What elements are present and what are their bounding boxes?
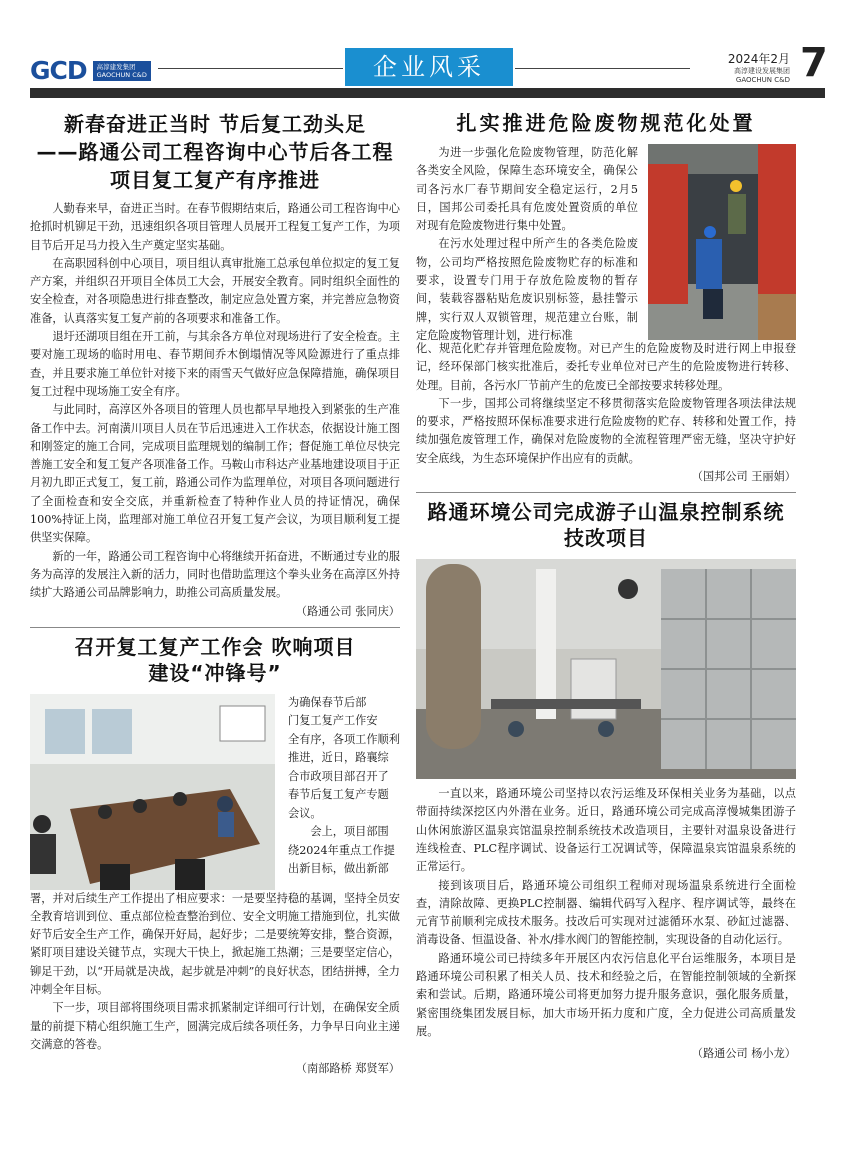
waste-truck-photo	[648, 144, 796, 340]
article1-title-line3: 项目复工复产有序推进	[110, 168, 320, 192]
article2-photo-block	[30, 694, 400, 890]
article1-byline: （路通公司 张同庆）	[295, 604, 400, 618]
article1-paragraph: 退圩还湖项目组在开工前，与其余各方单位对现场进行了安全检查。主要对施工现场的临时用电、春节期间乔木倒塌情况等风险源进行了重点排查，并且要求施工单位针对接下来的雨雪天气做好应急保障措施，确保项目复工过程中现场施工安全有序。	[30, 330, 400, 398]
article3-paragraph: 下一步，国邦公司将继续坚定不移贯彻落实危险废物管理各项法律法规的要求，严格按照环保标准要求进行危险废物的贮存、转移和处置工作，持续加强危废管理工作，确保对危险废物的全流程管理严密无缝，坚决守护好安全底线，为生态环境保护作出应有的贡献。	[416, 396, 796, 465]
masthead-bar-end	[795, 88, 825, 98]
article2-side-line: 会议。	[288, 806, 322, 820]
logo-text	[93, 61, 151, 81]
article4-paragraph: 接到该项目后，路通环境公司组织工程师对现场温泉系统进行全面检查，清除故障、更换PLC控制器、编辑代码写入程序、程序调试等，最终在元宵节前顺利完成技术服务。技改后可实现对过滤循环水泵、砂缸过滤器、消毒设备、恒温设备、补水/排水阀门的智能控制，实现设备的自动化运行。	[416, 878, 796, 947]
section-title: 企业风采	[345, 48, 513, 86]
logo	[30, 56, 151, 85]
article1-title-line2: ——路通公司工程咨询中心节后各工程	[36, 140, 394, 164]
article2-side-line: 为确保春节后部	[288, 695, 367, 709]
logo-en: GAOCHUN C&D	[96, 70, 147, 79]
masthead-rule-right	[515, 68, 690, 69]
left-column	[30, 110, 400, 1078]
article2-title-line2: 建设“冲锋号”	[148, 660, 282, 685]
logo-cn: 高淳建发集团	[96, 62, 136, 71]
article1-title	[30, 110, 400, 194]
article2-side-line: 绕2024年重点工作提	[288, 843, 395, 857]
divider	[416, 492, 796, 493]
article2-byline: （南部路桥 郑贤军）	[295, 1062, 400, 1076]
article2-side-line: 全有序，各项工作顺利	[288, 732, 400, 746]
article2-side-line: 推进，近日，路襄综	[288, 751, 389, 765]
article3-photo-block	[416, 144, 796, 368]
article2-side-line: 出新目标，做出新部	[288, 862, 389, 876]
issue-info	[690, 50, 790, 85]
article2-paragraph: 下一步，项目部将围绕项目需求抓紧制定详细可行计划，在确保安全质量的前提下精心组织施工生产，圆满完成后续各项任务，力争早日向业主递交满意的答卷。	[30, 1001, 400, 1051]
article1-paragraph: 人勤春来早，奋进正当时。在春节假期结束后，路通公司工程咨询中心抢抓时机铆足干劲，迅速组织各项目管理人员展开工程复工复产工作，为项目节后开足马力投入生产奠定坚实基础。	[30, 202, 400, 252]
article2-side-line: 门复工复产工作安	[288, 714, 378, 728]
issue-org-cn: 高淳建设发展集团	[734, 67, 790, 75]
article1-paragraph: 新的一年，路通公司工程咨询中心将继续开拓奋进，不断通过专业的服务为高淳的发展注入新的活力，同时也借助监理这个拳头业务在高淳区外持续扩大路通公司品牌影响力，助推公司高质量发展。	[30, 549, 400, 600]
page-number: 7	[800, 40, 828, 86]
article2-paragraph: 署，并对后续生产工作提出了相应要求：一是要坚持稳的基调，坚持全员安全教育培训到位、重点部位检查整治到位、安全文明施工措施到位，扎实做好节后安全生产工作，确保开好局，起好步；二是要统筹安排，整合资源，紧盯项目建设关键节点，实现大干快上，掀起施工热潮；三是要坚定信心，铆足干劲，以“开局就是决战，起步就是冲刺”的良好状态，团结拼搏，全力冲刺全年目标。	[30, 891, 400, 997]
article3-side-text	[416, 144, 638, 345]
article1-paragraph: 与此同时，高淳区外各项目的管理人员也都早早地投入到紧张的生产准备工作中去。河南潢川项目人员在节后迅速进入工作状态，依据设计施工图和刚签定的施工合同，完成项目监理规划的编制工作；督促施工单位尽快完善施工安全和复工复产各项准备工作。马鞍山市科达产业基地建设项目于正月初九即正式复工，复工前，路通公司作为监理单位，对项目各项问题进行了全面检查和安全交底，并重新检查了特种作业人员的持证情况，确保100%持证上岗，监理部对施工单位召开复工复产会议，为项目顺利复工提供坚实保障。	[30, 403, 400, 545]
article2-side-line: 会上，项目部围	[310, 825, 389, 839]
article2-side-line: 合市政项目部召开了	[288, 769, 389, 783]
article3-title: 扎实推进危险废物规范化处置	[456, 111, 756, 135]
article4-byline: （路通公司 杨小龙）	[691, 1047, 796, 1061]
article3-byline: （国邦公司 王丽娟）	[691, 470, 796, 484]
article1-title-line1: 新春奋进正当时 节后复工劲头足	[64, 112, 366, 136]
right-column	[416, 110, 796, 1063]
logo-mark: GCD	[30, 56, 87, 85]
article2-side-text	[288, 694, 400, 879]
article2-title-line1: 召开复工复产工作会 吹响项目	[74, 634, 356, 659]
issue-date: 2024年2月	[727, 52, 790, 66]
article2-side-line: 春节后复工复产专题	[288, 788, 389, 802]
article4-title-line2: 技改项目	[564, 526, 648, 551]
masthead-bar	[30, 88, 795, 98]
article3-paragraph: 为进一步强化危险废物管理，防范化解各类安全风险，保障生态环境安全，确保公司各污水厂春节期间安全稳定运行，2月5日，国邦公司委托具有危废处置资质的单位对现有危险废物进行集中处置。	[416, 146, 638, 233]
divider	[30, 627, 400, 628]
article4-title	[416, 499, 796, 551]
article4-title-line1: 路通环境公司完成游子山温泉控制系统	[427, 500, 785, 525]
article2-title	[30, 634, 400, 686]
article3-paragraph: 在污水处理过程中所产生的各类危险废物，公司均严格按照危险废物贮存的标准和要求，设置专门用于存放危险废物的暂存间，装载容器粘贴危废识别标签，悬挂警示牌，实行双人双锁管理，规范建立台账，制定危险废物管理计划，进行标准	[416, 237, 638, 342]
issue-org-en: GAOCHUN C&D	[735, 76, 790, 84]
article1-paragraph: 在高职园科创中心项目，项目组认真审批施工总承包单位拟定的复工复产方案，并组织召开项目全体员工大会，开展安全教育。同时组织全面性的安全检查，对各项隐患进行排查整改，制定应急处置方案，并完善应急物资准备，认真落实复工复产前的各项要求和准备工作。	[30, 256, 400, 325]
meeting-photo	[30, 694, 275, 890]
article3-paragraph: 化、规范化贮存并管理危险废物。对已产生的危险废物及时进行网上申报登记，经环保部门核实批准后，委托专业单位对已产生的危险废物进行转移、处理。目前，各污水厂节前产生的危废已全部按要求转移处理。	[416, 342, 796, 392]
hot-spring-equipment-photo	[416, 559, 796, 779]
article4-paragraph: 路通环境公司已持续多年开展区内农污信息化平台运维服务，本项目是路通环境公司积累了相关人员、技术和经验之后，在智能控制领域的全新探索和尝试。后期，路通环境公司将更加努力提升服务意识，强化服务质量，紧密围绕集团发展目标，加大市场开拓力度和广度，全力促进公司高质量发展。	[416, 951, 796, 1038]
masthead-rule-left	[158, 68, 343, 69]
article4-paragraph: 一直以来，路通环境公司坚持以农污运维及环保相关业务为基础，以点带面持续深挖区内外潜在业务。近日，路通环境公司完成高淳慢城集团游子山休闲旅游区温泉宾馆温泉控制系统技术改造项目，主要针对温泉设备进行连线检查、PLC程序调试、设备运行工况调试等，保障温泉宾馆温泉系统的正常运行。	[416, 787, 796, 874]
masthead	[30, 38, 828, 98]
